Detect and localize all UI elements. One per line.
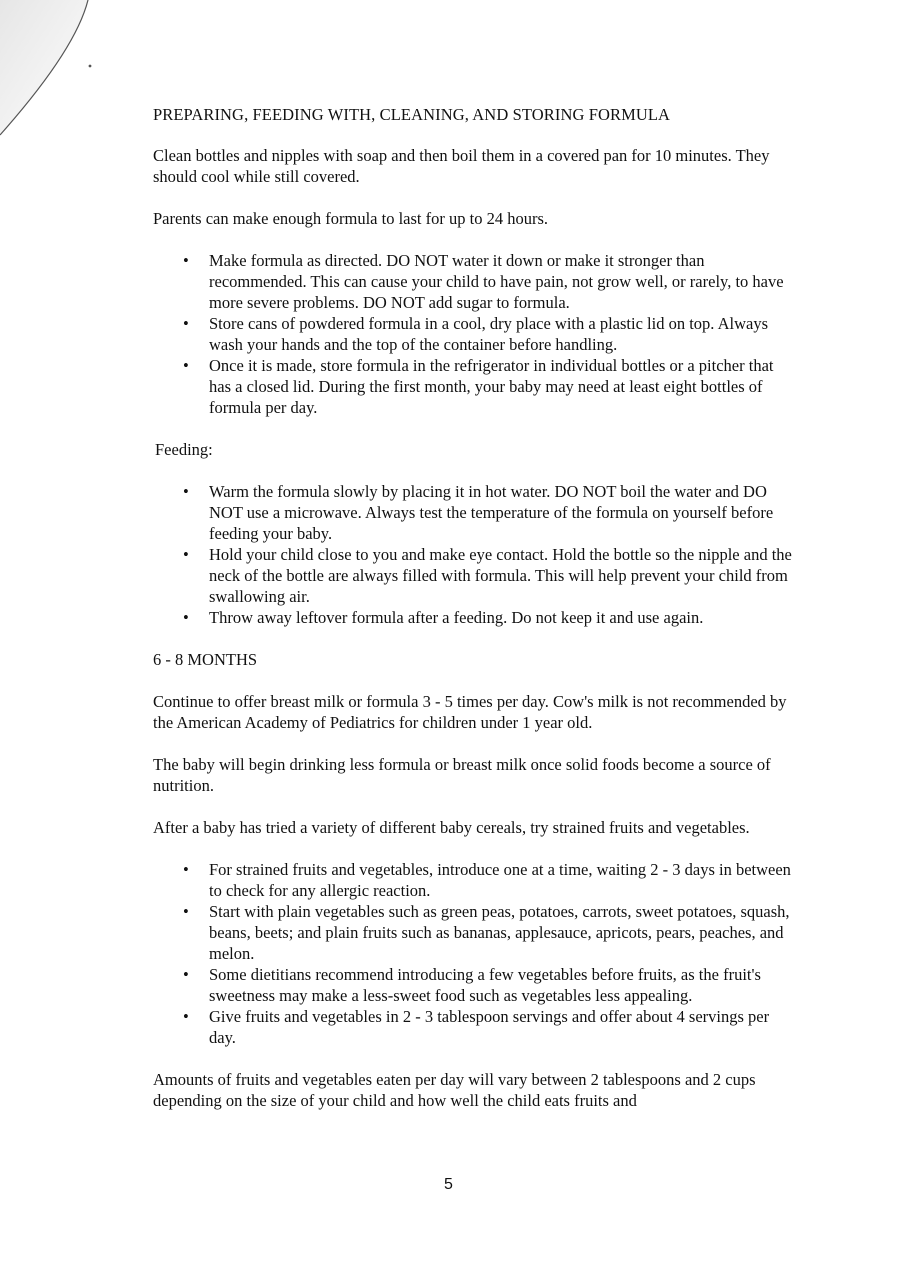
preparing-list (153, 250, 793, 418)
list-item: • Hold your child close to you and make eye contact. Hold the bottle so the nipple and the neck of the bottle are always filled with formula. This will help prevent your child from swallowing air. (209, 544, 793, 607)
paragraph-solid-foods: The baby will begin drinking less formula or breast milk once solid foods become a source of nutrition. (153, 755, 771, 795)
paragraph-formula-duration: Parents can make enough formula to last for up to 24 hours. (153, 209, 548, 228)
paragraph-strained-foods: After a baby has tried a variety of different baby cereals, try strained fruits and vegetables. (153, 818, 750, 837)
paragraph-breast-milk: Continue to offer breast milk or formula 3 - 5 times per day. Cow's milk is not recommended by the American Academy of Pediatrics for children under 1 year old. (153, 692, 787, 732)
scan-corner-shadow (0, 0, 110, 140)
list-item: • Start with plain vegetables such as green peas, potatoes, carrots, sweet potatoes, squash, beans, beets; and plain fruits such as bananas, applesauce, apricots, pears, peaches, and melon. (209, 901, 793, 964)
list-item: • Some dietitians recommend introducing a few vegetables before fruits, as the fruit's sweetness may make a less-sweet food such as vegetables less appealing. (209, 964, 793, 1006)
list-item: • Store cans of powdered formula in a cool, dry place with a plastic lid on top. Always wash your hands and the top of the container before handling. (209, 313, 793, 355)
section-title-formula: PREPARING, FEEDING WITH, CLEANING, AND STORING FORMULA (153, 105, 671, 124)
list-item: • Give fruits and vegetables in 2 - 3 tablespoon servings and offer about 4 servings per day. (209, 1006, 793, 1048)
feeding-label: Feeding: (155, 440, 213, 459)
feeding-list (153, 481, 793, 628)
list-item: • For strained fruits and vegetables, introduce one at a time, waiting 2 - 3 days in between to check for any allergic reaction. (209, 859, 793, 901)
fruits-vegetables-list (153, 859, 793, 1048)
paragraph-amounts: Amounts of fruits and vegetables eaten per day will vary between 2 tablespoons and 2 cups depending on the size of your child and how well the child eats fruits and (153, 1070, 756, 1110)
section-title-6-8-months: 6 - 8 MONTHS (153, 650, 258, 669)
page-number: 5 (444, 1176, 453, 1193)
list-item: • Warm the formula slowly by placing it in hot water. DO NOT boil the water and DO NOT use a microwave. Always test the temperature of the formula on yourself before feeding your baby. (209, 481, 793, 544)
list-item: • Once it is made, store formula in the refrigerator in individual bottles or a pitcher that has a closed lid. During the first month, your baby may need at least eight bottles of formula per day. (209, 355, 793, 418)
list-item: • Make formula as directed. DO NOT water it down or make it stronger than recommended. This can cause your child to have pain, not grow well, or rarely, to have more severe problems. DO NOT add sugar to formula. (209, 250, 793, 313)
list-item: • Throw away leftover formula after a feeding. Do not keep it and use again. (209, 607, 793, 628)
document-body (153, 104, 793, 1132)
paragraph-cleaning: Clean bottles and nipples with soap and then boil them in a covered pan for 10 minutes. They should cool while still covered. (153, 146, 770, 186)
